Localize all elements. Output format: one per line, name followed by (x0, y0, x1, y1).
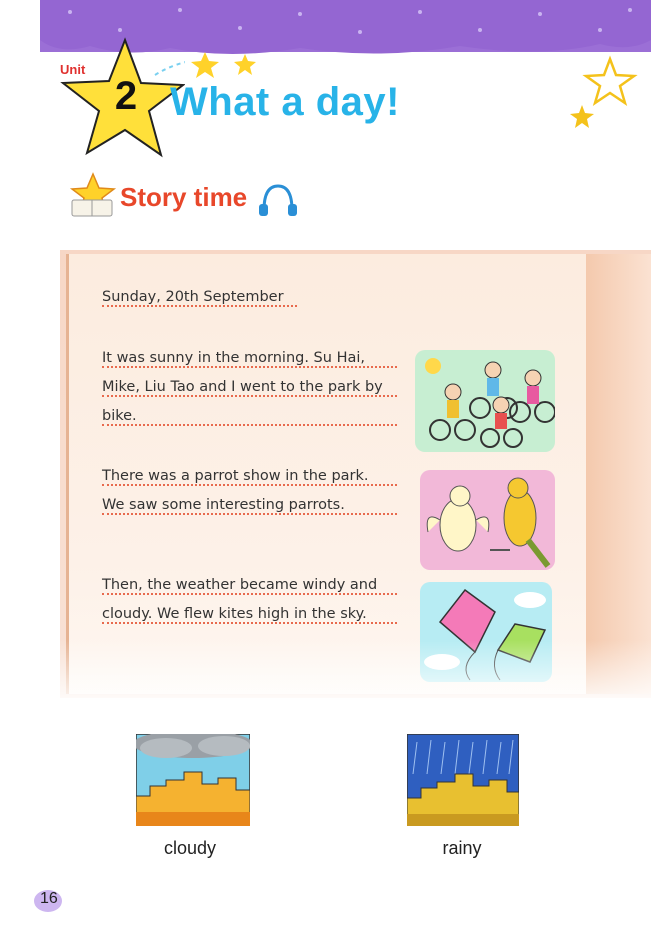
vocab-word-rainy: rainy (442, 838, 482, 858)
book-right-page (586, 254, 651, 694)
page-title: What a day! (170, 80, 400, 124)
section-title: Story time (120, 182, 248, 212)
story-line: It was sunny in the morning. Su Hai, (102, 350, 397, 368)
story-line: cloudy. We flew kites high in the sky. (102, 606, 397, 624)
story-line: bike. (102, 408, 397, 426)
page-number: 16 (40, 890, 58, 907)
rainy-city-icon (407, 734, 519, 826)
parrots-illustration (420, 470, 555, 570)
unit-number: 2 (114, 74, 138, 118)
story-line: We saw some interesting parrots. (102, 497, 397, 515)
small-stars-icon (190, 50, 260, 80)
kids-biking-illustration (415, 350, 555, 452)
reading-star-icon (66, 172, 120, 220)
story-line: Then, the weather became windy and (102, 577, 397, 595)
cloudy-city-icon (136, 734, 250, 826)
diary-date: Sunday, 20th September (102, 289, 297, 307)
headphones-icon[interactable] (256, 182, 300, 218)
unit-label: Unit (60, 62, 86, 77)
story-line: Mike, Liu Tao and I went to the park by (102, 379, 397, 397)
vocab-word-cloudy: cloudy (163, 838, 217, 858)
book-fade (60, 640, 651, 710)
corner-stars-icon (570, 55, 640, 130)
story-line: There was a parrot show in the park. (102, 468, 397, 486)
